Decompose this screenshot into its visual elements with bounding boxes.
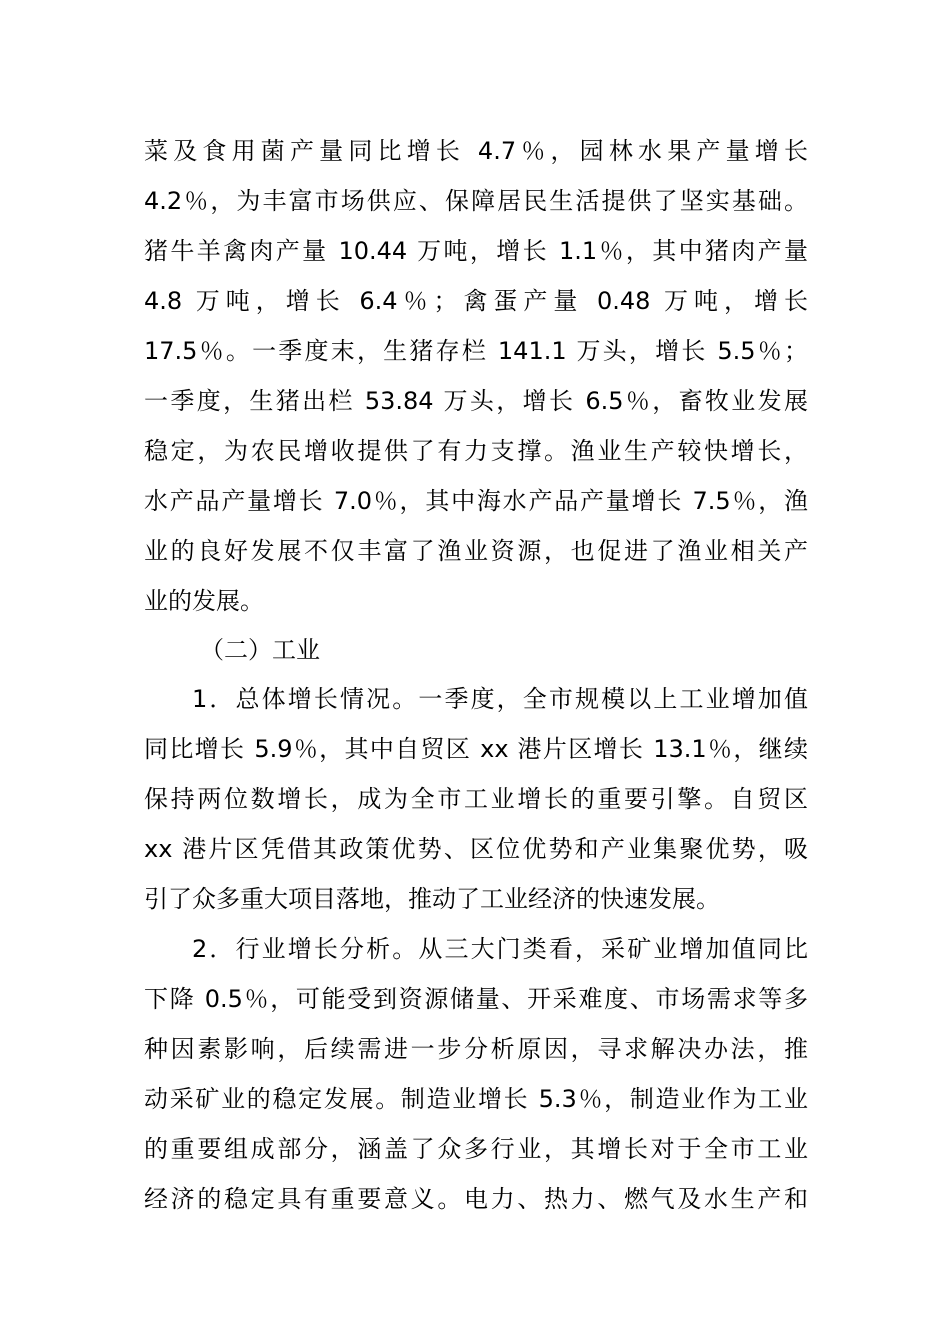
text-line: 17.5％。一季度末，生猪存栏 141.1 万头，增长 5.5％； bbox=[144, 337, 808, 365]
text-line: 猪牛羊禽肉产量 10.44 万吨，增长 1.1％，其中猪肉产量 bbox=[144, 237, 808, 265]
text-line: 的重要组成部分，涵盖了众多行业，其增长对于全市工业 bbox=[144, 1135, 808, 1163]
text-line: 4.8 万吨，增长 6.4％；禽蛋产量 0.48 万吨，增长 bbox=[144, 287, 808, 315]
text-line: 种因素影响，后续需进一步分析原因，寻求解决办法，推 bbox=[144, 1035, 808, 1063]
text-line: 业的良好发展不仅丰富了渔业资源，也促进了渔业相关产 bbox=[144, 537, 808, 565]
text-line: 下降 0.5％，可能受到资源储量、开采难度、市场需求等多 bbox=[144, 985, 808, 1013]
text-line: xx 港片区凭借其政策优势、区位优势和产业集聚优势，吸 bbox=[144, 835, 808, 863]
text-line: 引了众多重大项目落地，推动了工业经济的快速发展。 bbox=[144, 885, 720, 913]
text-line: 稳定，为农民增收提供了有力支撑。渔业生产较快增长， bbox=[144, 437, 808, 465]
text-line: 经济的稳定具有重要意义。电力、热力、燃气及水生产和 bbox=[144, 1185, 808, 1213]
text-line: 业的发展。 bbox=[144, 587, 264, 615]
text-line: 动采矿业的稳定发展。制造业增长 5.3％，制造业作为工业 bbox=[144, 1085, 808, 1113]
section-heading: （二）工业 bbox=[200, 636, 320, 664]
text-line: 水产品产量增长 7.0％，其中海水产品产量增长 7.5％，渔 bbox=[144, 487, 808, 515]
text-line: 一季度，生猪出栏 53.84 万头，增长 6.5％，畜牧业发展 bbox=[144, 387, 808, 415]
text-line: 菜及食用菌产量同比增长 4.7％，园林水果产量增长 bbox=[144, 137, 808, 165]
text-line: 保持两位数增长，成为全市工业增长的重要引擎。自贸区 bbox=[144, 785, 808, 813]
text-line: 2．行业增长分析。从三大门类看，采矿业增加值同比 bbox=[192, 935, 808, 963]
text-line: 同比增长 5.9％，其中自贸区 xx 港片区增长 13.1％，继续 bbox=[144, 735, 808, 763]
text-line: 1．总体增长情况。一季度，全市规模以上工业增加值 bbox=[192, 685, 808, 713]
text-line: 4.2％，为丰富市场供应、保障居民生活提供了坚实基础。 bbox=[144, 187, 808, 215]
